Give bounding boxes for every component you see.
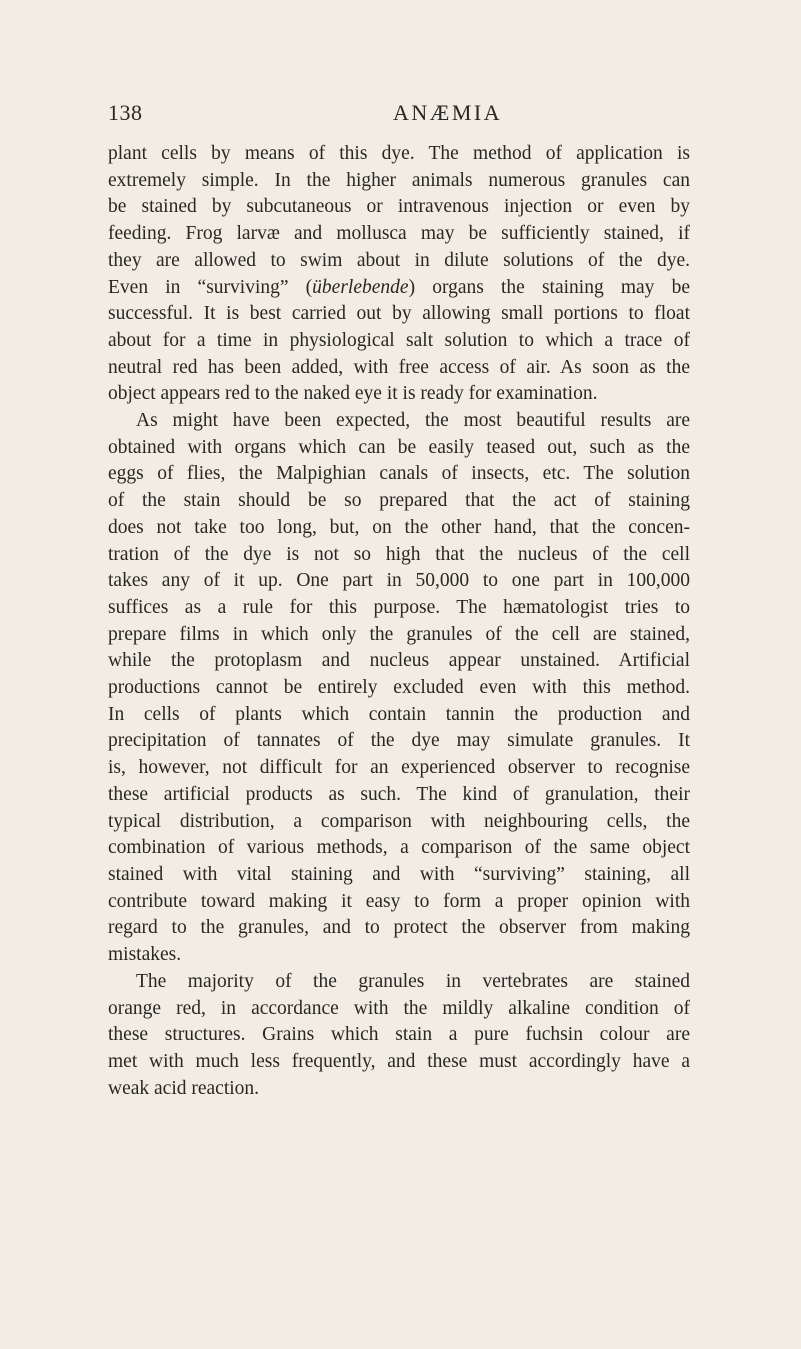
paragraph-1 [108,141,690,408]
italic-term: überlebende [312,276,409,298]
paragraph-3 [108,969,690,1103]
text-line: be stained by subcutaneous or intravenous injection or even by [108,196,690,218]
text-line: is, however, not difficult for an experienced observer to recognise [108,757,690,779]
running-head: ANÆMIA [393,100,503,125]
text-line: about for a time in physiological salt solution to which a trace of [108,329,690,351]
text-line: The majority of the granules in vertebrates are stained [136,970,690,992]
text-line: Even in “surviving” (überlebende) organs the staining may be [108,276,690,298]
text-line: contribute toward making it easy to form a proper opinion with [108,890,690,912]
text-line: stained with vital staining and with “surviving” staining, all [108,863,690,885]
text-line: of the stain should be so prepared that the act of staining [108,490,690,512]
page-header [0,100,801,130]
text-line: met with much less frequently, and these must accordingly have a [108,1050,690,1072]
paragraph-2 [108,408,690,969]
text-line: these artificial products as such. The kind of granulation, their [108,783,690,805]
text-line: feeding. Frog larvæ and mollusca may be sufficiently stained, if [108,223,690,245]
text-line: extremely simple. In the higher animals numerous granules can [108,169,690,191]
text-line: In cells of plants which contain tannin the production and [108,703,690,725]
text-line: As might have been expected, the most beautiful results are [136,410,690,432]
text-line: does not take too long, but, on the other hand, that the concen- [108,516,690,538]
text-line: tration of the dye is not so high that the nucleus of the cell [108,543,690,565]
text-line: typical distribution, a comparison with neighbouring cells, the [108,810,690,832]
text-line: mistakes. [108,944,182,966]
page-number: 138 [108,100,143,125]
text-line: productions cannot be entirely excluded even with this method. [108,677,690,699]
text-line: obtained with organs which can be easily teased out, such as the [108,436,690,458]
text-line: orange red, in accordance with the mildly alkaline condition of [108,997,690,1019]
text-line: combination of various methods, a comparison of the same object [108,837,690,859]
text-line: these structures. Grains which stain a pure fuchsin colour are [108,1024,690,1046]
text-line: object appears red to the naked eye it is ready for examination. [108,383,598,405]
text-line: suffices as a rule for this purpose. The hæmatologist tries to [108,596,690,618]
text-line: weak acid reaction. [108,1077,260,1099]
text-line: successful. It is best carried out by allowing small portions to float [108,303,690,325]
text-line: neutral red has been added, with free access of air. As soon as the [108,356,690,378]
text-line: they are allowed to swim about in dilute solutions of the dye. [108,249,690,271]
text-line: plant cells by means of this dye. The method of application is [108,143,690,164]
text-line: takes any of it up. One part in 50,000 to one part in 100,000 [108,570,690,592]
text-line: eggs of flies, the Malpighian canals of insects, etc. The solution [108,463,690,485]
text-line: precipitation of tannates of the dye may simulate granules. It [108,730,690,752]
text-line: while the protoplasm and nucleus appear unstained. Artificial [108,650,690,672]
body-text [108,141,690,1102]
text-line: regard to the granules, and to protect the observer from making [108,917,690,939]
text-line: prepare films in which only the granules of the cell are stained, [108,623,690,645]
